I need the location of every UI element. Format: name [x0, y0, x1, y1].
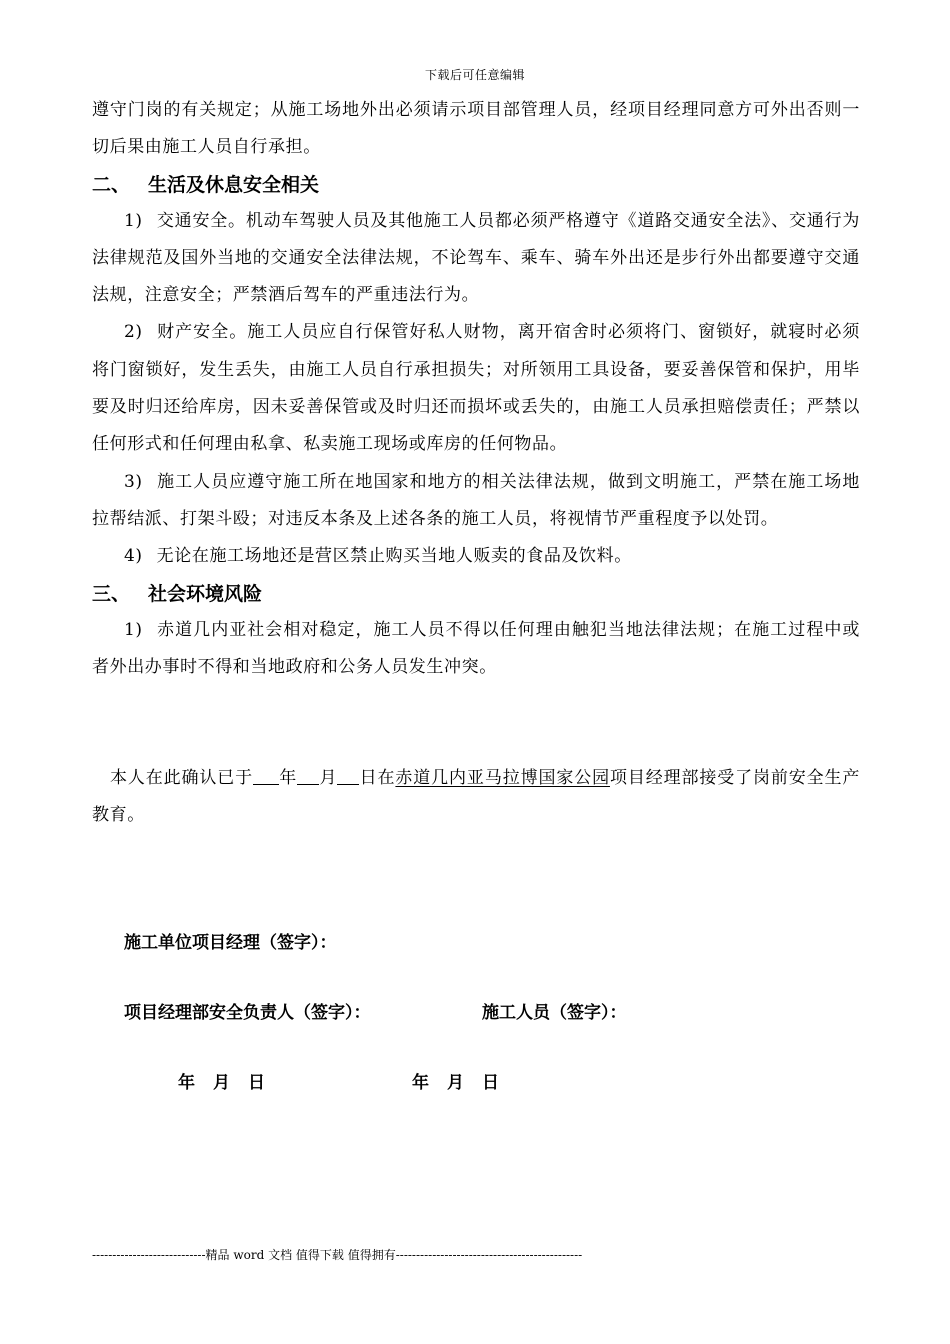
item-text: 无论在施工场地还是营区禁止购买当地人贩卖的食品及饮料。 — [156, 546, 632, 567]
location-text: 赤道几内亚马拉博国家公园 — [395, 768, 610, 789]
item-text: 赤道几内亚社会相对稳定，施工人员不得以任何理由触犯当地法律法规；在施工过程中或者外出办事时不得和当地政府和公务人员发生冲突。 — [92, 619, 860, 677]
safety-officer-signature: 项目经理部安全负责人（签字）： — [124, 1003, 371, 1023]
item-number: 4) — [124, 546, 143, 567]
year-blank[interactable] — [253, 766, 279, 785]
month-blank[interactable] — [297, 766, 319, 785]
worker-signature: 施工人员（签字）： — [482, 1003, 627, 1023]
page-footer: ----------------------------精品 word 文档 值得下载 值得拥有---------------------------------------------- — [92, 1248, 583, 1262]
date-day: 日 — [248, 1073, 265, 1093]
construction-manager-signature: 施工单位项目经理（签字）： — [124, 933, 337, 953]
list-item — [92, 203, 860, 315]
month-label: 月 — [319, 768, 338, 789]
item-text: 交通安全。机动车驾驶人员及其他施工人员都必须严格遵守《道路交通安全法》、交通行为法律规范及国外当地的交通安全法律法规，不论驾车、乘车、骑车外出还是步行外出都要遵守交通法规，注意安全；严禁酒后驾车的严重违法行为。 — [92, 210, 860, 306]
section-heading-2 — [92, 167, 860, 203]
confirmation-block — [92, 760, 860, 835]
item-number: 3) — [124, 471, 143, 492]
confirmation-prefix: 本人在此确认已于 — [110, 768, 254, 789]
list-item — [92, 464, 860, 539]
confirmation-statement — [92, 760, 860, 835]
date-month: 月 — [447, 1073, 464, 1093]
date-year: 年 — [178, 1073, 195, 1093]
confirmation-suffix: 项目经理部接受了岗前安全生产教育。 — [92, 768, 860, 826]
date-year: 年 — [412, 1073, 429, 1093]
signature-date-left — [178, 1068, 265, 1093]
section-number: 三、 — [92, 582, 131, 605]
day-blank[interactable] — [337, 766, 359, 785]
signature-date-right — [412, 1068, 499, 1093]
item-text: 施工人员应遵守施工所在地国家和地方的相关法律法规，做到文明施工，严禁在施工场地拉帮结派、打架斗殴；对违反本条及上述各条的施工人员，将视情节严重程度予以处罚。 — [92, 471, 860, 529]
section-number: 二、 — [92, 173, 131, 196]
date-month: 月 — [213, 1073, 230, 1093]
page-header: 下载后可任意编辑 — [424, 68, 525, 82]
section-title: 社会环境风险 — [148, 582, 263, 605]
item-number: 2) — [124, 322, 143, 343]
item-number: 1) — [124, 619, 143, 640]
year-label: 年 — [279, 768, 298, 789]
section-heading-3 — [92, 576, 860, 612]
intro-paragraph: 遵守门岗的有关规定；从施工场地外出必须请示项目部管理人员，经项目经理同意方可外出否则一切后果由施工人员自行承担。 — [92, 100, 860, 158]
document-body — [92, 92, 860, 835]
list-item — [92, 612, 860, 687]
item-text: 财产安全。施工人员应自行保管好私人财物，离开宿舍时必须将门、窗锁好，就寝时必须将门窗锁好，发生丢失，由施工人员自行承担损失；对所领用工具设备，要妥善保管和保护，用毕要及时归还给库房，因未妥善保管或及时归还而损坏或丢失的，由施工人员承担赔偿责任；严禁以任何形式和任何理由私拿、私卖施工现场或库房的任何物品。 — [92, 322, 860, 455]
date-day: 日 — [482, 1073, 499, 1093]
list-item — [92, 314, 860, 463]
section-title: 生活及休息安全相关 — [148, 173, 320, 196]
item-number: 1) — [124, 210, 143, 231]
list-item — [92, 538, 860, 575]
day-label: 日在 — [359, 768, 396, 789]
